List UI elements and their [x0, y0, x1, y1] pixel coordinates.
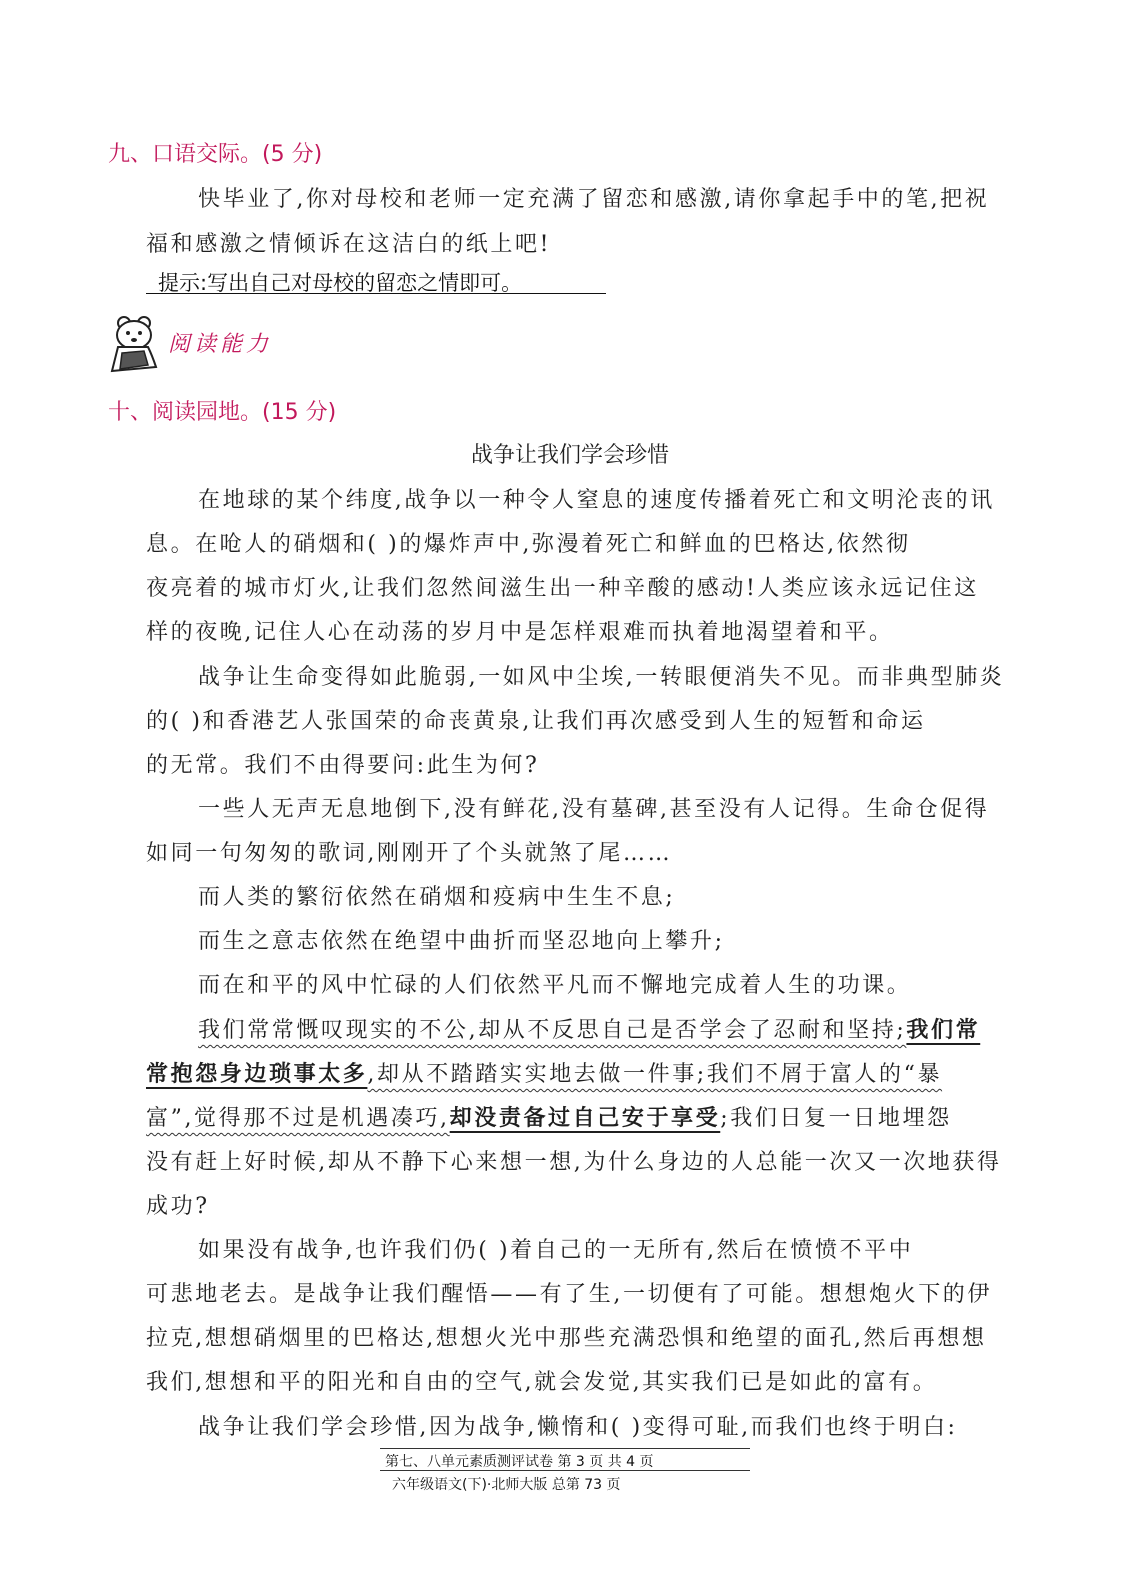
- article-line: [146, 1101, 952, 1132]
- underlined-phrase: 常抱怨身边琐事太多: [146, 1062, 368, 1087]
- section-9-heading: 九、口语交际。(5 分): [108, 142, 323, 167]
- article-title: 战争让我们学会珍惜: [471, 443, 670, 468]
- section-9-text-line: 福和感激之情倾诉在这洁白的纸上吧!: [146, 232, 552, 257]
- article-line: 如同一句匆匆的歌词,刚刚开了个头就煞了尾……: [146, 841, 673, 866]
- wavy-underlined-text: 我们常常慨叹现实的不公,却从不反思自己是否学会了忍耐和坚持;: [198, 1018, 907, 1043]
- bear-reading-icon: [104, 315, 164, 375]
- article-line: 一些人无声无息地倒下,没有鲜花,没有墓碑,甚至没有人记得。生命仓促得: [198, 797, 990, 822]
- article-line: 而生之意志依然在绝望中曲折而坚忍地向上攀升;: [198, 929, 725, 954]
- article-line: 夜亮着的城市灯火,让我们忽然间滋生出一种辛酸的感动!人类应该永远记住这: [146, 576, 979, 601]
- article-line: 样的夜晚,记住人心在动荡的岁月中是怎样艰难而执着地渴望着和平。: [146, 620, 894, 645]
- article-line: 在地球的某个纬度,战争以一种令人窒息的速度传播着死亡和文明沦丧的讯: [198, 488, 995, 513]
- wavy-underlined-text: 富”,觉得那不过是机遇凑巧,: [146, 1106, 450, 1131]
- footer-line: 第七、八单元素质测评试卷 第 3 页 共 4 页: [385, 1454, 654, 1470]
- wavy-underlined-text: ,却从不踏踏实实地去做一件事;我们不屑于富人的“暴: [367, 1062, 943, 1087]
- underlined-phrase: 我们常: [906, 1018, 981, 1043]
- article-text: ;我们日复一日地埋怨: [720, 1106, 952, 1131]
- hint-underline: [146, 293, 606, 294]
- footer-rule: [380, 1470, 750, 1471]
- article-line: 战争让我们学会珍惜,因为战争,懒惰和( )变得可耻,而我们也终于明白:: [198, 1415, 958, 1440]
- article-line: 拉克,想想硝烟里的巴格达,想想火光中那些充满恐惧和绝望的面孔,然后再想想: [146, 1326, 987, 1351]
- article-line: [146, 1057, 942, 1088]
- article-line: 而在和平的风中忙碌的人们依然平凡而不懈地完成着人生的功课。: [198, 973, 912, 998]
- article-line: [198, 1013, 980, 1044]
- footer-rule: [380, 1448, 750, 1449]
- footer-line: 六年级语文(下)·北师大版 总第 73 页: [392, 1477, 621, 1493]
- section-9-text-line: 快毕业了,你对母校和老师一定充满了留恋和感激,请你拿起手中的笔,把祝: [198, 187, 990, 212]
- article-line: 的( )和香港艺人张国荣的命丧黄泉,让我们再次感受到人生的短暂和命运: [146, 709, 926, 734]
- article-line: 成功?: [146, 1194, 210, 1219]
- article-line: 的无常。我们不由得要问:此生为何?: [146, 753, 540, 778]
- article-line: 可悲地老去。是战争让我们醒悟——有了生,一切便有了可能。想想炮火下的伊: [146, 1282, 992, 1307]
- reading-section-title: 阅读能力: [168, 332, 273, 357]
- section-10-heading: 十、阅读园地。(15 分): [108, 400, 337, 425]
- article-line: 没有赶上好时候,却从不静下心来想一想,为什么身边的人总能一次又一次地获得: [146, 1150, 1002, 1175]
- article-line: 息。在呛人的硝烟和( )的爆炸声中,弥漫着死亡和鲜血的巴格达,依然彻: [146, 532, 911, 557]
- article-line: 而人类的繁衍依然在硝烟和疫病中生生不息;: [198, 885, 676, 910]
- hint-text: 提示:写出自己对母校的留恋之情即可。: [158, 271, 523, 295]
- article-line: 如果没有战争,也许我们仍( )着自己的一无所有,然后在愤愤不平中: [198, 1238, 914, 1263]
- article-line: 我们,想想和平的阳光和自由的空气,就会发觉,其实我们已是如此的富有。: [146, 1370, 938, 1395]
- underlined-phrase: 却没责备过自己安于享受: [449, 1106, 721, 1131]
- article-line: 战争让生命变得如此脆弱,一如风中尘埃,一转眼便消失不见。而非典型肺炎: [198, 665, 1005, 690]
